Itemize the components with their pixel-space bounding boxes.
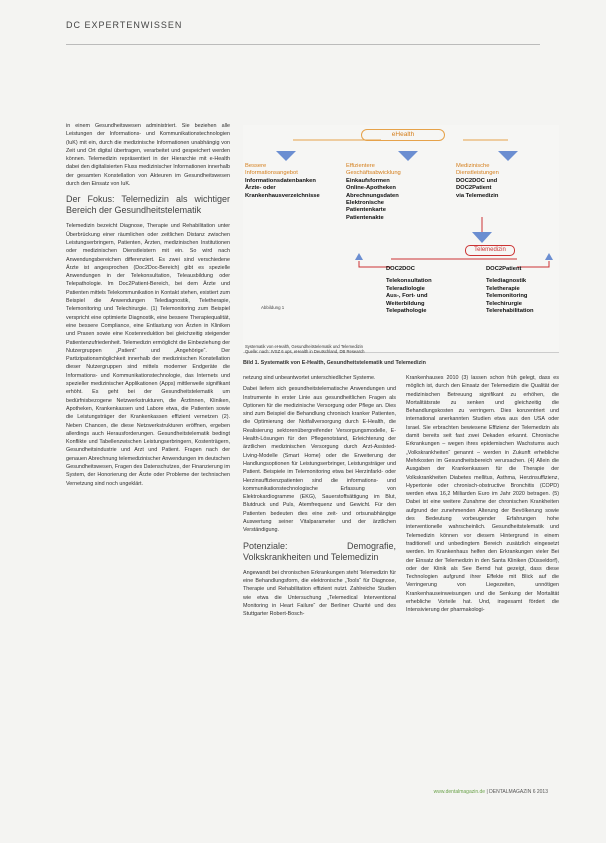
figure-ehealth-systematics: [243, 125, 559, 353]
col3-paragraph: Krankenhauses 2010 (3) lassen schon früh gelegt, dass es möglich ist, durch den Einsatz der Telemedizin die Qualität der medizinischen Betreuung signifikant zu erhöhen, die Mortalitätsrate zu senken und gleichzeitig die Behandlungskosten zu verringern. Dies konzentriert und international anerkannten Studien etwa aus den USA oder Israel. Sie erbrachten bewiesene Effizienz der Telemedizin als damit bereits seit fast zwei Dekaden erkannt. Chronische Erkrankungen – wegen ihres epidemischen Wachstums auch „Volkskrankheiten“ genannt – werden in Zukunft erhebliche Mehrkosten im Gesundheitsbereich verursachen. (4) Allein die Ausgaben der Krankenkassen für die Therapie der Volkskrankheiten Diabetes mellitus, Asthma, Herzinsuffizienz, Hypertonie oder chronisch-obstructive Bronchitis (COPD) werden etwa 16,2 Milliarden Euro im Jahr 2020 betragen. (5) Dabei ist eine weitere Zunahme der chronischen Krankheiten aufgrund der zunehmenden Alterung der Bevölkerung sowie des Bedeutung vorbeugender Erfahrungen hohe interventionelle wahrscheinlich. Gesundheitstelematik und Telemedizin können vor diesem Hintergrund in einem traditionell und unbedingtem Bereich zusätzlich eingesetzt werden. Im Krankenhaus helfen den Erkrankungen vieler Bei der Einsatz der Telemedizin in den Santa Kliniken (Düsseldorf), oder der Klinik als See Bernd hat gezeigt, dass diese Technologien aufgrund ihrer Effekte mit Blick auf die Verringerung von Liegezeiten, unnötigen Krankenhauseinweisungen und die Senkung der Mortalität erhebliche Vorteile hat. Und, insgesamt fördert die Intensivierung der pharmakologi-: [406, 375, 559, 614]
arrow-down-icon: [276, 151, 296, 161]
col1-title1: Bessere: [245, 163, 267, 169]
arrow-left-icon: [355, 253, 363, 260]
right-column: [406, 374, 559, 618]
header-rule: [66, 44, 540, 45]
doc2patient-label: DOC2Patient: [486, 266, 522, 272]
arrow-down-icon: [498, 151, 518, 161]
ehealth-label: eHealth: [361, 129, 445, 141]
doc2doc-item: Telepathologie: [386, 308, 427, 315]
page-footer: [434, 789, 548, 795]
col3-item: DOC2DOC und: [456, 177, 498, 184]
doc2patient-item: Telerehabilitation: [486, 308, 534, 315]
footer-url: www.dentalmagazin.de: [433, 789, 486, 795]
col1-item: Krankenhausverzeichnisse: [245, 192, 320, 199]
doc2doc-item: Telekonsultation: [386, 278, 432, 285]
top-connector-lines: [263, 135, 553, 165]
col2-item: Einkaufsformen: [346, 177, 390, 184]
left-column: [66, 122, 230, 491]
col3-item: via Telemedizin: [456, 192, 499, 199]
doc2patient-item: Telechirurgie: [486, 300, 522, 307]
col2-item: Online-Apotheken: [346, 185, 396, 192]
doc2doc-item: Weiterbildung: [386, 300, 425, 307]
col1-title2: Informationsangebot: [245, 170, 298, 177]
arrow-right-icon: [545, 253, 553, 260]
col2-item: Patientenakte: [346, 214, 384, 221]
page-header: DC EXPERTENWISSEN: [66, 20, 183, 30]
col1-item: Informationsdatenbanken: [245, 177, 316, 184]
figure-col-information: [245, 163, 345, 200]
middle-column: [243, 374, 396, 621]
telemedizin-label: Telemedizin: [465, 245, 515, 256]
doc2patient-item: Teletherapie: [486, 285, 520, 292]
figure-doc2doc: [386, 266, 466, 315]
doc2doc-label: DOC2DOC: [386, 266, 415, 272]
col2-paragraph: Angewandt bei chronischen Erkrankungen steht Telemedizin für eine Behandlungsform, die elektronische „Tools“ für Diagnose, Therapie und Rehabilitation effizient nutzt. Zahlreiche Studien wie etwa die Untersuchung „Telemedical Interventional Monitoring in Heart Failure“ der Berliner Charité und des Stuttgarter Robert-Bosch-: [243, 569, 396, 618]
figure-caption: Bild 1. Systematik von E-Health, Gesundheitstelematik und Telemedizin: [243, 360, 426, 366]
intro-paragraph: in einem Gesundheitswesen administriert. Sie beziehen alle Leistungen der Informations- und Kommunikationstechnologien (IuK) mit ein, durch die medizinische Informationen unabhängig von Zeit und Ort digital übertragen, verarbeitet und gespeichert werden können. Telemedizin repräsentiert in der Hierarchie mit e-Health dabei den digitalisierten Fluss medizinischer Informationen innerhalb der gesamten Konstellation von Akteuren im Gesundheitswesen durch den Einsatz von IuK.: [66, 123, 230, 188]
footer-issue: | DENTALMAGAZIN 6 2013: [486, 789, 548, 795]
col2-item: Elektronische: [346, 200, 385, 207]
arrow-down-icon: [398, 151, 418, 161]
arrow-down-icon: [472, 232, 492, 243]
figure-number: Abbildung 1: [261, 305, 285, 310]
col2-item: Abrechnungsdaten: [346, 192, 399, 199]
figure-source-line: Quelle: nach: IVSZ 6 ups, eHealth in Deutschland, DB Research: [245, 349, 365, 354]
section2-heading: Potenziale: Demografie, Volkskrankheiten und Telemedizin: [243, 540, 396, 562]
doc2doc-item: Teleradiologie: [386, 285, 425, 292]
section1-heading: Der Fokus: Telemedizin als wichtiger Bereich der Gesundheitstelematik: [66, 194, 230, 216]
col2-title2: Geschäftsabwicklung: [346, 170, 401, 177]
col2-title1: Effizientere: [346, 163, 375, 169]
doc2patient-item: Telediagnostik: [486, 278, 527, 285]
col2-item: Patientenkarte: [346, 207, 386, 214]
doc2doc-item: Aus-, Fort- und: [386, 293, 428, 300]
doc2patient-item: Telemonitoring: [486, 293, 528, 300]
col2-paragraph: netzung sind unbeantwortet unterschiedlicher Systeme.: [243, 375, 376, 381]
figure-col-services: [456, 163, 556, 200]
col3-title2: Dienstleistungen: [456, 170, 499, 177]
services-arrow: [467, 217, 497, 245]
figure-doc2patient: [486, 266, 558, 315]
figure-col-business: [346, 163, 436, 222]
section1-paragraph: Telemedizin bezeicht Diagnose, Therapie und Rehabilitation unter Überbrückung einer räumlichen oder zeitlichen Distanz zwischen Leistungserbringern, Patienten, Ärzten, medizinischen Institutionen oder medizinischen Dienstleistern mit ein. So wird nach Anwendungsbereichen differenziert. Es zwei sind verschiedene Ärzte ist angesprochen (Doc2Doc-Bereich) gibt es spezielle Anwendungen in der Telekonsultation, Teleausbildung oder Telepathologie. Im Doc2Patient-Bereich, bei dem Ärzte und Patienten mittels Telekommunikation in Kontakt stehen, existiert zum Beispiel die Anwendungen Telediagnostik, Teletherapie, Telemonitoring und Telechirurgie. (1) Telemonitoring zum Beispiel verspricht eine optimierte Diagnostik, eine bessere Therapiequalität, eine bessere Compliance, eine Entlastung von Ärzten in Kliniken und Praxen sowie eine Kostenreduktion bei gleichzeitig steigender Patientenzufriedenheit. Telemedizin ermöglicht die Einbeziehung der Nutzergruppen „Patient“ und „Angehörige“. Der Partizipationsmöglichkeit innerhalb der medizinischen Konstellation dieser Nutzergruppen sind mittels moderner Endgeräte die Informations- und Kommunikationstechnologie, das Internets und spezieller medizinischer Applikationen (Apps) mittlerweile signifikant erhöht. Es geht bei der Gesundheitstelematik um bedürfnisbezogene Netzwerkstrukturen, die Ärztinnen, Kliniken, Apotheken, Krankenkassen und Labore etwa, die Patienten sowie die Leistungsträger der Krankenkassen effizient vernetzen (2). Neben Chancen, die diese Netzwerkstrukturen eröffnen, ergeben allerdings auch Herausforderungen. Gesundheitstelematik bedingt Konflikte und Tabellenzwischen Leistungserbringern, Kostenträgern, Gesundheitsindustrie und Arzt und Patient. Fragen nach der genauen Abrechnung telemedizinischer Anwendungen im deutschen Gesundheitswesen, Fragen des Datenschutzes, der Finanzierung im System, der Honorierung der Ärzte oder Probleme der technischen Vernetzung sind noch ungeklärt.: [66, 223, 230, 487]
figure-source-line: Systematik von eHealth, Gesundheitstelematik und Telemedizin: [245, 344, 363, 349]
col2-paragraph: Dabei liefern sich gesundheitstelematische Anwendungen und Instrumente in erster Linie aus gesundheitlichen Fragen als Optionen für die medizinische Versorgung oder Pflege an. Dies sind zum Beispiel die Behandlung chronisch kranker Patienten, die Optimierung der Notfallversorgung durch E-Health, die Realisierung sektorenübergreifender Versorgungsmodelle, E-Health-Lösungen für den Pflegenotstand, Erleichterung der ärztlichen medizinischen Versorgung durch Arzt-Assisted-Living-Modelle (Smart Home) oder die Erweiterung der Handlungsoptionen für Leistungserbringer, Leistungsträger und Patient. Beispiele im Telemonitoring etwa bei Herzinfarkt- oder Herzinsuffizienzpatienten sind die informations- und kommunikationstechnologische Erfassung von Elektrokardiogramme (EKG), Sauerstoffsättigung im Blut, Blutdruck und Puls, Atemfrequenz und Gewicht. Für den Patienten bedeuten dies eine zeit- und ortsunabhängige Auswertung seiner Vitalparameter und der ärztlichen Verständigung.: [243, 386, 396, 534]
figure-source: [245, 344, 364, 354]
col3-item: DOC2Patient: [456, 185, 492, 192]
col1-item: Ärzte- oder: [245, 185, 276, 192]
col3-title1: Medizinische: [456, 163, 490, 169]
